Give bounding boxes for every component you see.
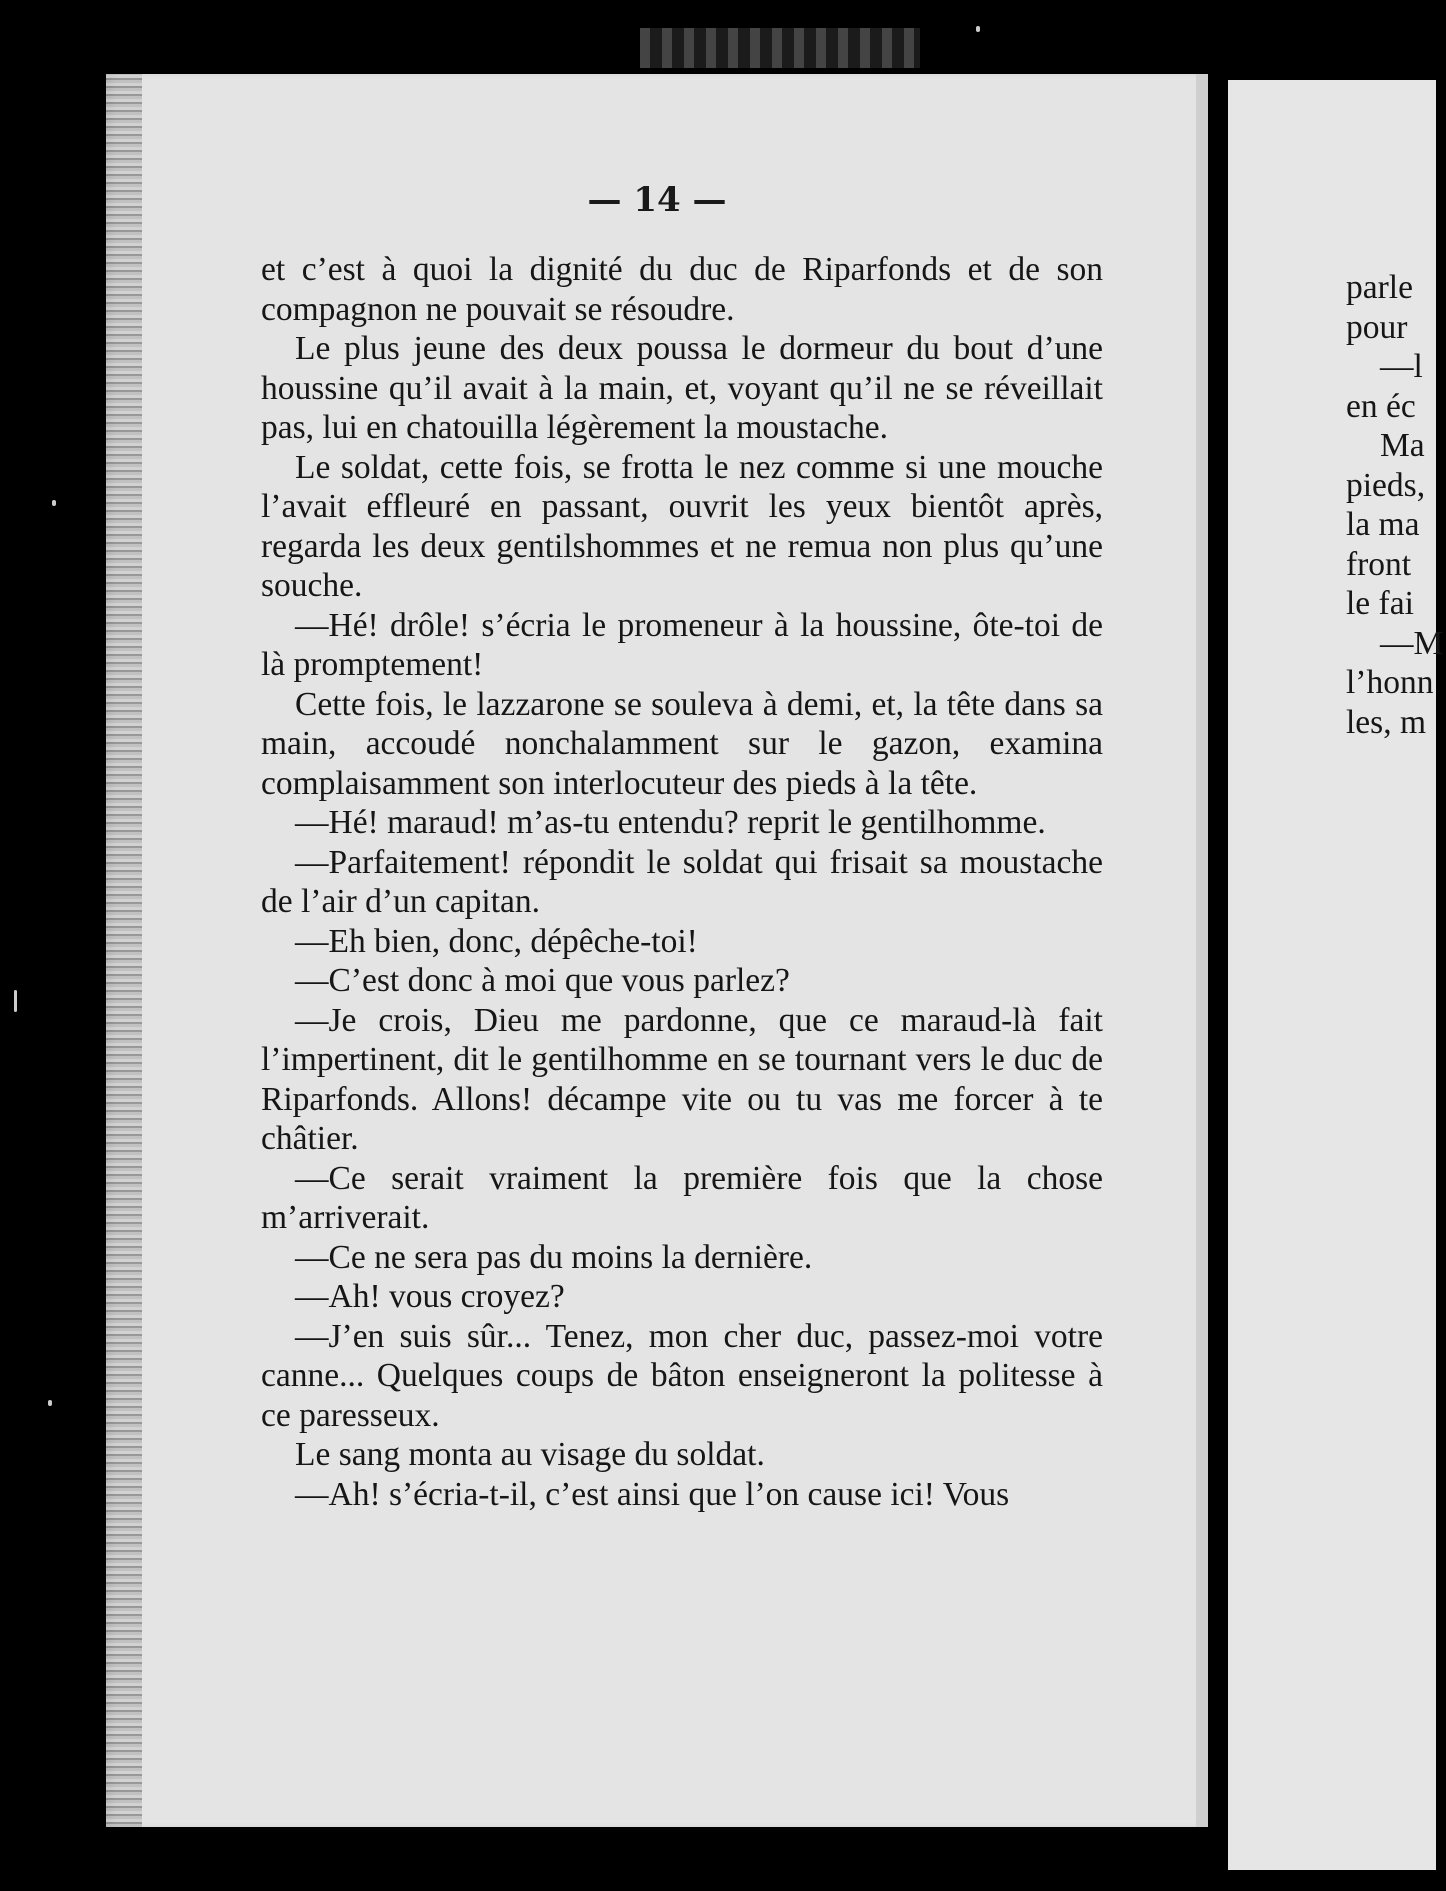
paragraph: —Hé! maraud! m’as-tu entendu? reprit le gentilhomme. bbox=[295, 804, 1046, 841]
paragraph: —C’est donc à moi que vous parlez? bbox=[295, 962, 790, 999]
right-page-body bbox=[1346, 268, 1446, 742]
paragraph: Cette fois, le lazzarone se souleva à demi, et, la tête dans sa main, accoudé nonchalamment sur le gazon, examina complaisamment son interlocuteur des pieds à la tête. bbox=[261, 685, 1103, 802]
scan-header-strip bbox=[640, 28, 920, 68]
paragraph: —Ah! vous croyez? bbox=[295, 1278, 565, 1315]
scan-speck bbox=[976, 26, 980, 32]
scan-speck bbox=[48, 1400, 52, 1406]
scan-speck bbox=[52, 500, 56, 506]
text-line: pieds, bbox=[1346, 466, 1426, 504]
paragraph: —Ah! s’écria-t-il, c’est ainsi que l’on cause ici! Vous bbox=[295, 1475, 1010, 1513]
text-line: front bbox=[1346, 545, 1412, 583]
text-line: pour bbox=[1346, 308, 1408, 346]
text-line: les, m bbox=[1346, 703, 1427, 741]
scan-speck bbox=[14, 990, 17, 1012]
paragraph: —Parfaitement! répondit le soldat qui frisait sa moustache de l’air d’un capitan. bbox=[261, 843, 1103, 920]
paragraph: —Ce serait vraiment la première fois que la chose m’arriverait. bbox=[261, 1159, 1103, 1236]
text-line: le fai bbox=[1346, 585, 1414, 622]
text-line: parle bbox=[1346, 269, 1413, 306]
page-number: — 14 — bbox=[587, 180, 727, 220]
paragraph: —Eh bien, donc, dépêche-toi! bbox=[295, 922, 698, 960]
text-line: l’honn bbox=[1346, 664, 1434, 701]
text-line: en éc bbox=[1346, 387, 1416, 425]
paragraph: Le soldat, cette fois, se frotta le nez comme si une mouche l’avait effleuré en passant, ouvrit les yeux bientôt après, regarda les deux gentilshommes et ne remua non plus qu’une souche. bbox=[261, 448, 1103, 604]
paragraph: Le sang monta au visage du soldat. bbox=[295, 1436, 765, 1473]
paragraph: —J’en suis sûr... Tenez, mon cher duc, passez-moi votre canne... Quelques coups de bâton enseigneront la politesse à ce paresseux. bbox=[261, 1317, 1103, 1434]
right-page bbox=[1228, 80, 1444, 1870]
text-line: —M bbox=[1380, 624, 1444, 662]
paragraph: —Je crois, Dieu me pardonne, que ce maraud-là fait l’impertinent, dit le gentilhomme en se tournant vers le duc de Riparfonds. Allons! décampe vite ou tu vas me forcer à te châtier. bbox=[261, 1001, 1103, 1157]
paragraph: —Ce ne sera pas du moins la dernière. bbox=[295, 1238, 813, 1276]
left-page-gutter-edge bbox=[106, 74, 142, 1827]
text-line: Ma bbox=[1380, 427, 1425, 464]
text-line: la ma bbox=[1346, 506, 1420, 543]
paragraph: —Hé! drôle! s’écria le promeneur à la houssine, ôte-toi de là promptement! bbox=[261, 606, 1103, 683]
paragraph: Le plus jeune des deux poussa le dormeur du bout d’une houssine qu’il avait à la main, et, voyant qu’il ne se réveillait pas, lui en chatouilla légèrement la moustache. bbox=[261, 330, 1103, 446]
left-page-body bbox=[261, 250, 1103, 1514]
paragraph: et c’est à quoi la dignité du duc de Riparfonds et de son compagnon ne pouvait se résoudre. bbox=[261, 251, 1103, 328]
text-line: —l bbox=[1380, 348, 1423, 385]
left-page-fore-edge bbox=[1196, 74, 1208, 1827]
left-page bbox=[106, 74, 1208, 1827]
